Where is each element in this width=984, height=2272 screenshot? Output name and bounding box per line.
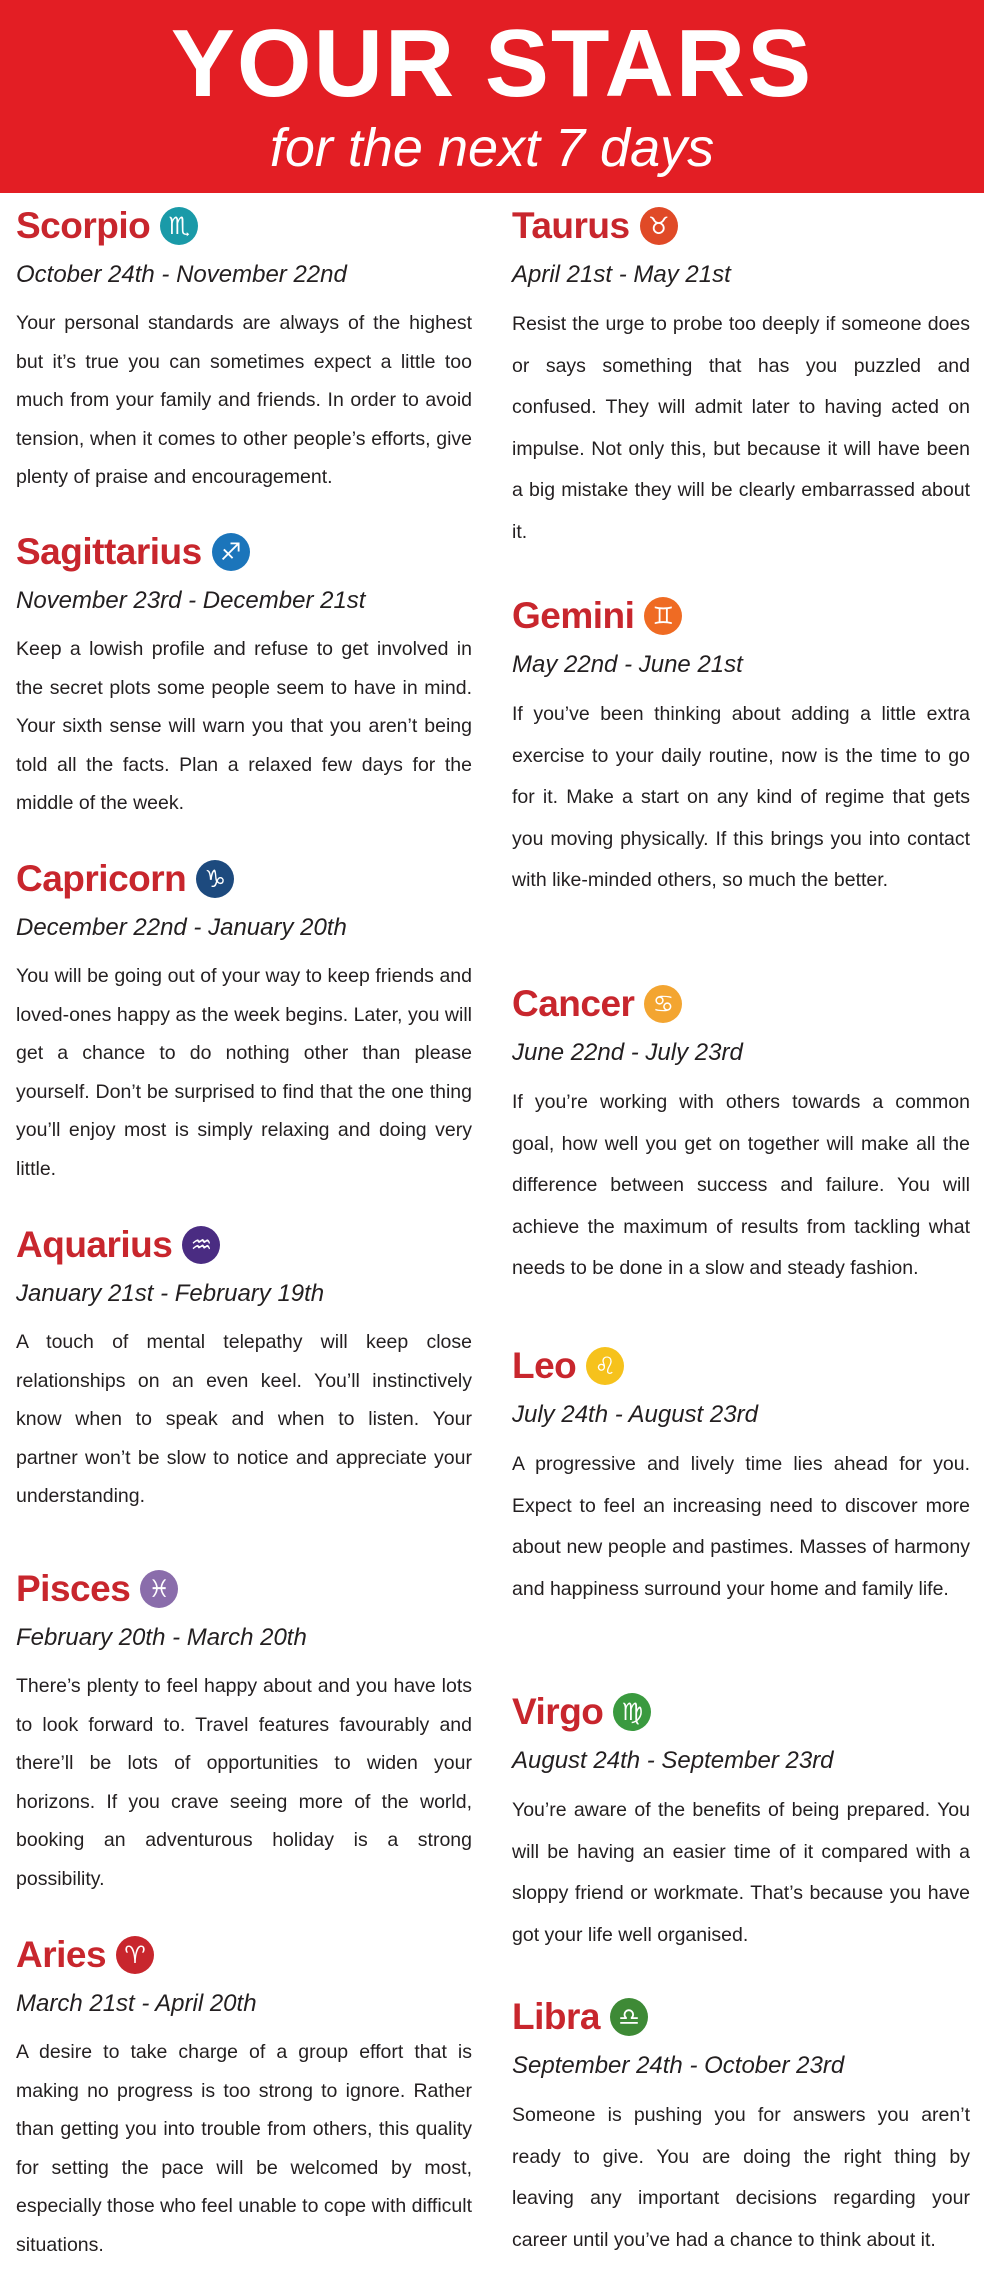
banner-subtitle: for the next 7 days bbox=[269, 118, 715, 178]
sign-horoscope-text: You will be going out of your way to keep friends and loved-ones happy as the week begins. Later, you will get a chance to do nothing other than please yourself. Don’t be surprised to find that the one thing you’ll enjoy most is simply relaxing and doing very little. bbox=[16, 965, 472, 1180]
sign-name: Libra bbox=[512, 1996, 600, 2037]
sign-dates: October 24th - November 22nd bbox=[16, 261, 347, 288]
sign-aquarius bbox=[16, 1223, 472, 1516]
sign-name: Gemini bbox=[512, 595, 635, 636]
taurus-icon: ♉ bbox=[640, 207, 678, 245]
sign-dates: December 22nd - January 20th bbox=[16, 914, 347, 941]
leo-icon: ♌ bbox=[586, 1347, 624, 1385]
sign-libra bbox=[512, 1995, 970, 2261]
sign-name: Cancer bbox=[512, 983, 635, 1024]
gemini-icon: ♊ bbox=[644, 597, 682, 635]
sign-horoscope-text: If you’ve been thinking about adding a little extra exercise to your daily routine, now is the time to go for it. Make a start on any kind of regime that gets you moving physically. If this brings you into contact with like-minded others, so much the better. bbox=[512, 703, 970, 891]
virgo-icon: ♍ bbox=[613, 1693, 651, 1731]
scorpio-icon: ♏ bbox=[160, 207, 198, 245]
sign-scorpio bbox=[16, 204, 472, 497]
sign-aries bbox=[16, 1933, 472, 2264]
sign-name: Taurus bbox=[512, 205, 630, 246]
sign-taurus bbox=[512, 204, 970, 553]
capricorn-icon: ♑ bbox=[196, 860, 234, 898]
sign-dates: June 22nd - July 23rd bbox=[512, 1039, 743, 1066]
sign-horoscope-text: There’s plenty to feel happy about and you have lots to look forward to. Travel features favourably and there’ll be lots of opportunities to widen your horizons. If you crave seeing more of the world, booking an adventurous holiday is a strong possibility. bbox=[16, 1675, 472, 1890]
aquarius-icon: ♒ bbox=[182, 1226, 220, 1264]
sign-name: Aquarius bbox=[16, 1224, 173, 1265]
sign-pisces bbox=[16, 1567, 472, 1898]
sign-dates: March 21st - April 20th bbox=[16, 1990, 257, 2017]
sign-dates: July 24th - August 23rd bbox=[512, 1401, 758, 1428]
sign-horoscope-text: A desire to take charge of a group effort that is making no progress is too strong to ignore. Rather than getting you into trouble from others, this quality for setting the pace will be welcomed by most, especially those who feel unable to cope with difficult situations. bbox=[16, 2041, 473, 2256]
sign-dates: May 22nd - June 21st bbox=[512, 651, 743, 678]
aries-icon: ♈ bbox=[116, 1936, 154, 1974]
sign-sagittarius bbox=[16, 530, 472, 823]
sign-virgo bbox=[512, 1690, 970, 1956]
sign-leo bbox=[512, 1344, 970, 1610]
sign-name: Pisces bbox=[16, 1568, 131, 1609]
sign-dates: August 24th - September 23rd bbox=[512, 1747, 834, 1774]
cancer-icon: ♋ bbox=[644, 985, 682, 1023]
sign-dates: January 21st - February 19th bbox=[16, 1280, 325, 1307]
libra-icon: ♎ bbox=[610, 1998, 648, 2036]
sign-cancer bbox=[512, 982, 970, 1290]
sign-horoscope-text: A progressive and lively time lies ahead for you. Expect to feel an increasing need to discover more about new people and pastimes. Masses of harmony and happiness surround your home and family life. bbox=[512, 1453, 970, 1600]
sign-dates: April 21st - May 21st bbox=[512, 261, 731, 288]
sign-dates: November 23rd - December 21st bbox=[16, 587, 366, 614]
sign-name: Aries bbox=[16, 1934, 107, 1975]
sign-dates: September 24th - October 23rd bbox=[512, 2052, 845, 2079]
sign-dates: February 20th - March 20th bbox=[16, 1624, 307, 1651]
sign-name: Capricorn bbox=[16, 858, 187, 899]
sign-horoscope-text: You’re aware of the benefits of being prepared. You will be having an easier time of it compared with a sloppy friend or workmate. That’s because you have got your life well organised. bbox=[512, 1799, 970, 1946]
sign-gemini bbox=[512, 594, 970, 902]
sign-name: Sagittarius bbox=[16, 531, 202, 572]
sign-capricorn bbox=[16, 857, 472, 1188]
sign-name: Scorpio bbox=[16, 205, 151, 246]
sign-horoscope-text: Keep a lowish profile and refuse to get involved in the secret plots some people seem to have in mind. Your sixth sense will warn you that you aren’t being told all the facts. Plan a relaxed few days for the middle of the week. bbox=[16, 638, 472, 814]
pisces-icon: ♓ bbox=[140, 1570, 178, 1608]
banner-title: YOUR STARS bbox=[170, 10, 814, 117]
sign-horoscope-text: Someone is pushing you for answers you aren’t ready to give. You are doing the right thing by leaving any important decisions regarding your career until you’ve had a chance to think about it. bbox=[512, 2104, 970, 2251]
sign-horoscope-text: Resist the urge to probe too deeply if someone does or says something that has you puzzled and confused. They will admit later to having acted on impulse. Not only this, but because it will have been a big mistake they will be clearly embarrassed about it. bbox=[512, 313, 970, 543]
sagittarius-icon: ♐ bbox=[212, 533, 250, 571]
sign-horoscope-text: A touch of mental telepathy will keep close relationships on an even keel. You’ll instinctively know when to speak and when to listen. Your partner won’t be slow to notice and appreciate your understanding. bbox=[16, 1331, 472, 1507]
sign-horoscope-text: Your personal standards are always of the highest but it’s true you can sometimes expect a little too much from your family and friends. In order to avoid tension, when it comes to other people’s efforts, give plenty of praise and encouragement. bbox=[16, 312, 472, 488]
sign-name: Leo bbox=[512, 1345, 577, 1386]
sign-horoscope-text: If you’re working with others towards a common goal, how well you get on together will make all the difference between success and failure. You will achieve the maximum of results from tackling what needs to be done in a slow and steady fashion. bbox=[512, 1091, 970, 1279]
sign-name: Virgo bbox=[512, 1691, 604, 1732]
header-banner bbox=[0, 0, 984, 193]
